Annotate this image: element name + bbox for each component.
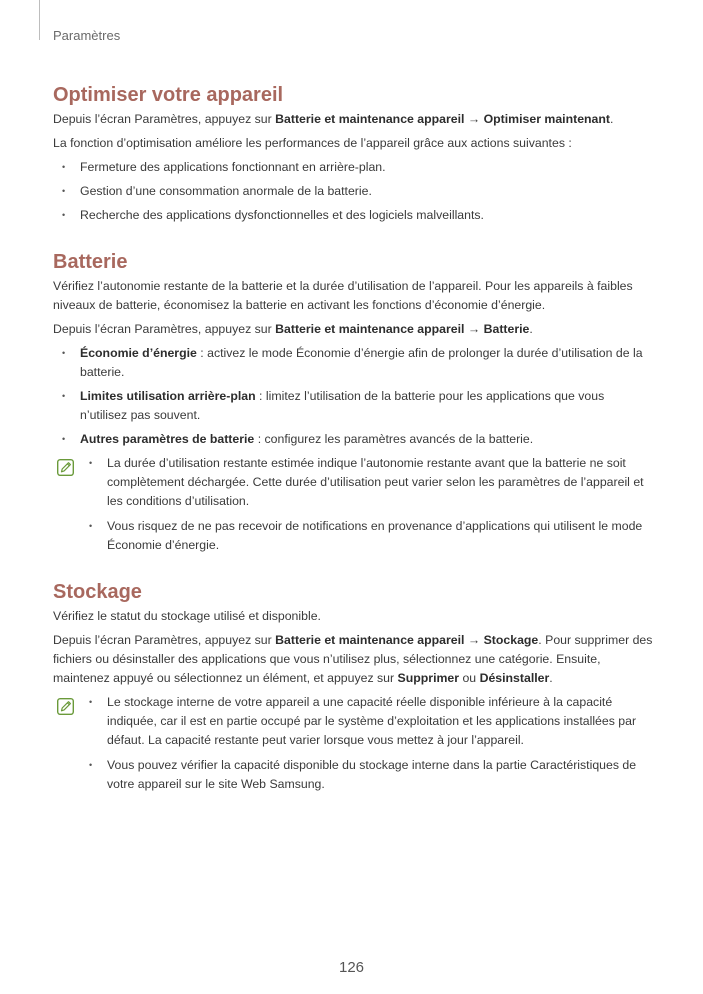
list-item: • Recherche des applications dysfonctionnelles et des logiciels malveillants. xyxy=(53,206,653,225)
section-title-batterie: Batterie xyxy=(53,251,128,273)
list-item: • Limites utilisation arrière-plan : limitez l’utilisation de la batterie pour les applications que vous n’utilisez pas souvent. xyxy=(53,387,653,425)
section-title-optimiser: Optimiser votre appareil xyxy=(53,84,284,106)
bullet-list xyxy=(53,344,653,449)
page-content xyxy=(53,80,653,800)
note-list xyxy=(80,693,653,794)
paragraph: Depuis l’écran Paramètres, appuyez sur Batterie et maintenance appareil → Optimiser maintenant. xyxy=(53,112,614,126)
note-item: • Vous pouvez vérifier la capacité disponible du stockage interne dans la partie Caractéristiques de votre appareil sur le site Web Samsung. xyxy=(80,756,653,794)
paragraph: Depuis l’écran Paramètres, appuyez sur Batterie et maintenance appareil → Stockage. Pour supprimer des fichiers ou désinstaller des applications que vous n’utilisez plus, sélectionnez une catégorie. Ensuite, maintenez appuyé ou sélectionnez un élément, et appuyez sur Supprimer ou Désinstaller. xyxy=(53,633,653,685)
list-item: • Gestion d’une consommation anormale de la batterie. xyxy=(53,182,653,201)
list-item: • Fermeture des applications fonctionnant en arrière-plan. xyxy=(53,158,653,177)
paragraph: La fonction d’optimisation améliore les performances de l’appareil grâce aux actions suivantes : xyxy=(53,136,572,150)
section-title-stockage: Stockage xyxy=(53,581,142,603)
margin-line xyxy=(39,0,40,40)
paragraph: Vérifiez l’autonomie restante de la batterie et la durée d’utilisation de l’appareil. Pour les appareils à faibles niveaux de batterie, économisez la batterie en activant les fonctions d’économie d’énergie. xyxy=(53,279,633,312)
note-pencil-icon xyxy=(57,459,74,476)
note-pencil-icon xyxy=(57,698,74,715)
running-header: Paramètres xyxy=(53,28,121,43)
paragraph: Vérifiez le statut du stockage utilisé et disponible. xyxy=(53,609,321,623)
list-item: • Économie d’énergie : activez le mode Économie d’énergie afin de prolonger la durée d’utilisation de la batterie. xyxy=(53,344,653,382)
list-item: • Autres paramètres de batterie : configurez les paramètres avancés de la batterie. xyxy=(53,430,653,449)
paragraph: Depuis l’écran Paramètres, appuyez sur Batterie et maintenance appareil → Batterie. xyxy=(53,322,533,336)
note-item: • La durée d’utilisation restante estimée indique l’autonomie restante avant que la batterie ne soit complètement déchargée. Cette durée d’utilisation peut varier selon les paramètres de l’appareil et les conditions d’utilisation. xyxy=(80,454,653,511)
note-block xyxy=(53,693,653,794)
note-list xyxy=(80,454,653,555)
page-number: 126 xyxy=(338,959,365,976)
bullet-list xyxy=(53,158,653,225)
note-item: • Le stockage interne de votre appareil a une capacité réelle disponible inférieure à la capacité indiquée, car il est en partie occupé par le système d’exploitation et les applications installées par défaut. La capacité restante peut varier lorsque vous mettez à jour l’appareil. xyxy=(80,693,653,750)
note-block xyxy=(53,454,653,555)
note-item: • Vous risquez de ne pas recevoir de notifications en provenance d’applications qui utilisent le mode Économie d’énergie. xyxy=(80,517,653,555)
